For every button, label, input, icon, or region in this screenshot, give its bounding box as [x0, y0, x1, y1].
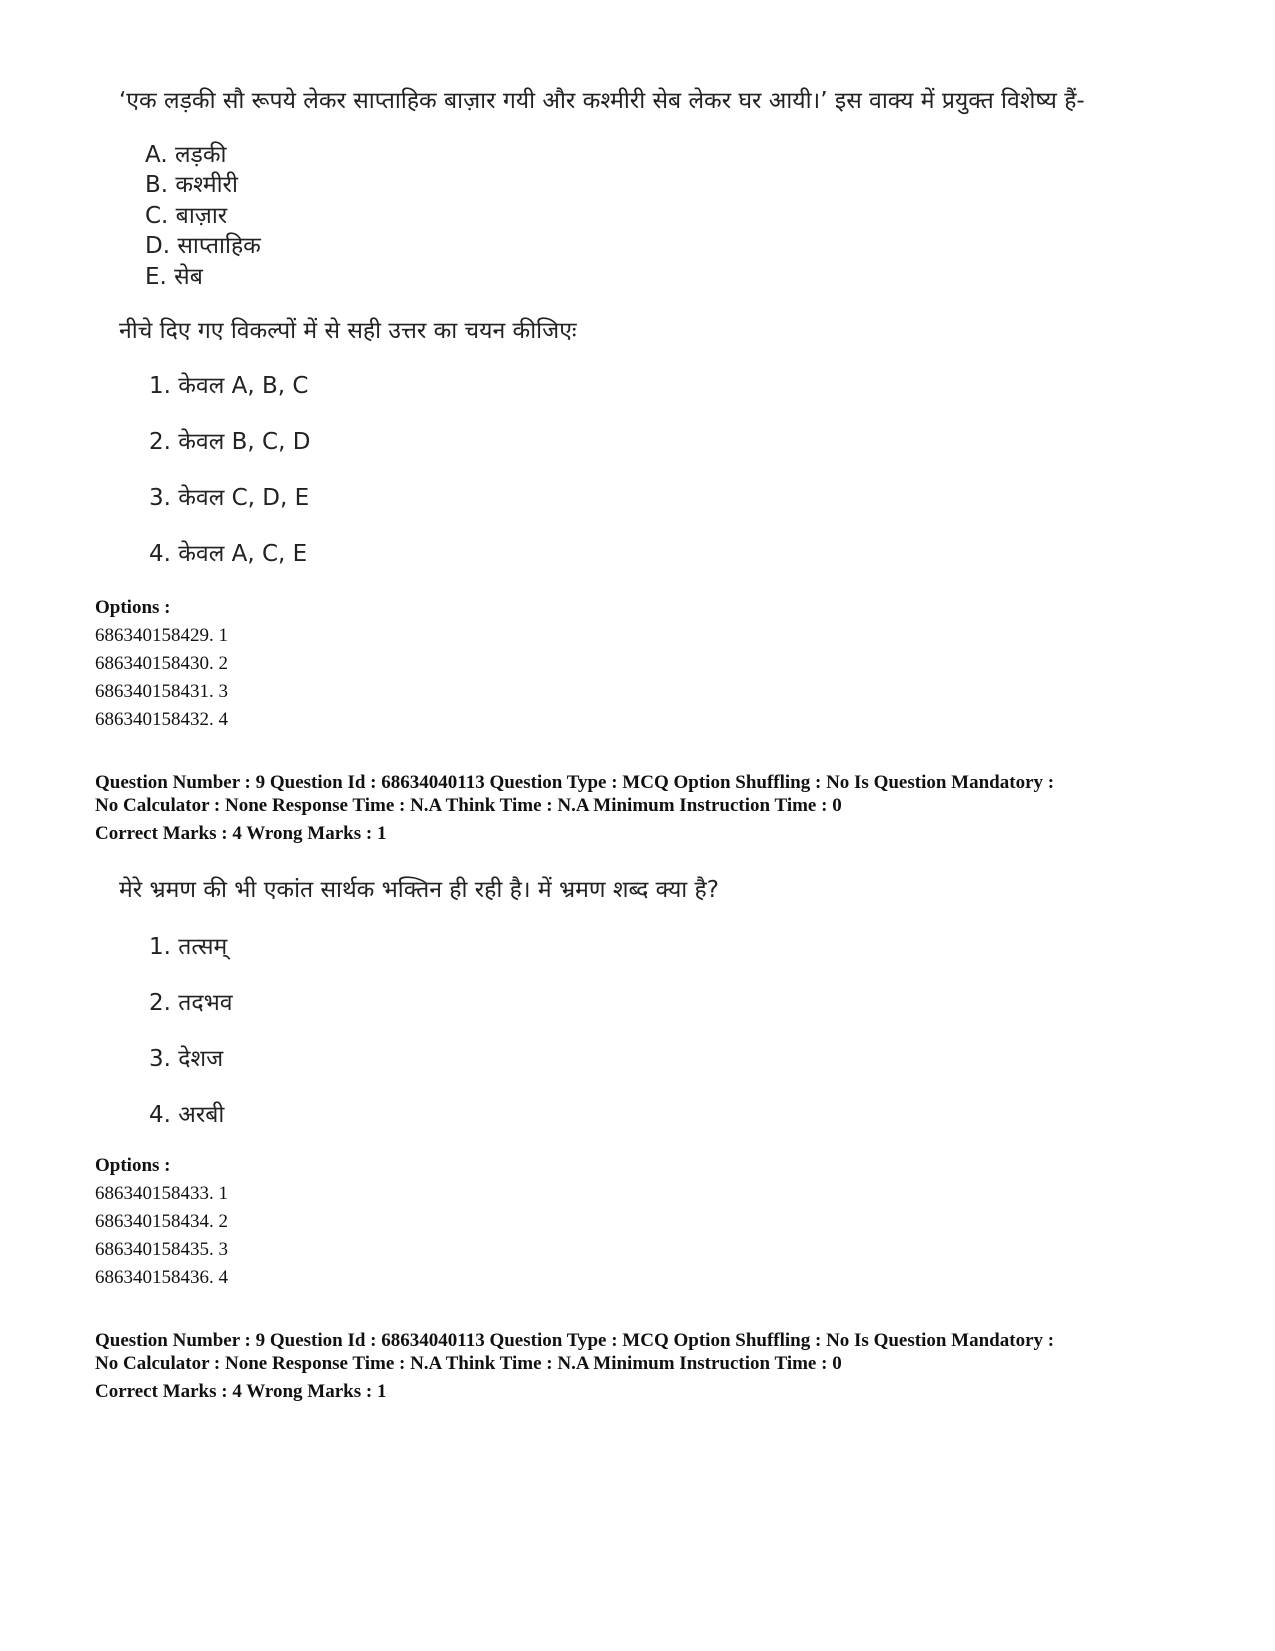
question-2-marks: Correct Marks : 4 Wrong Marks : 1 — [95, 823, 387, 844]
question-1-item-b: B. कश्मीरी — [145, 172, 238, 198]
question-1-choice-4: 4. केवल A, C, E — [149, 541, 308, 567]
question-1-option-2: 686340158430. 2 — [95, 653, 228, 674]
question-1-choice-2: 2. केवल B, C, D — [149, 429, 311, 455]
question-3-header-line-1: Question Number : 9 Question Id : 68634040113 Question Type : MCQ Option Shuffling : No Is Question Mandatory : — [95, 1330, 1055, 1351]
question-2-choice-2: 2. तदभव — [149, 990, 233, 1016]
question-1-choice-1: 1. केवल A, B, C — [149, 373, 309, 399]
question-2-option-2: 686340158434. 2 — [95, 1211, 228, 1232]
question-1-option-4: 686340158432. 4 — [95, 709, 228, 730]
question-1-options-label: Options : — [95, 597, 171, 618]
question-1-choice-3: 3. केवल C, D, E — [149, 485, 310, 511]
question-1-item-a: A. लड़की — [145, 142, 227, 168]
question-2-option-1: 686340158433. 1 — [95, 1183, 228, 1204]
question-1-option-1: 686340158429. 1 — [95, 625, 228, 646]
question-1-stem: ‘एक लड़की सौ रूपये लेकर साप्ताहिक बाज़ार गयी और कश्मीरी सेब लेकर घर आयी।’ इस वाक्य में प्रयुक्त विशेष्य हैं- — [119, 88, 1085, 114]
question-2-option-4: 686340158436. 4 — [95, 1267, 228, 1288]
question-1-item-c: C. बाज़ार — [145, 203, 228, 229]
question-2-header-line-2: No Calculator : None Response Time : N.A Think Time : N.A Minimum Instruction Time : 0 — [95, 795, 842, 816]
question-3-header-line-2: No Calculator : None Response Time : N.A Think Time : N.A Minimum Instruction Time : 0 — [95, 1353, 842, 1374]
question-2-choice-1: 1. तत्सम् — [149, 934, 228, 960]
question-2-option-3: 686340158435. 3 — [95, 1239, 228, 1260]
question-2-options-label: Options : — [95, 1155, 171, 1176]
question-3-marks: Correct Marks : 4 Wrong Marks : 1 — [95, 1381, 387, 1402]
question-1-instruction: नीचे दिए गए विकल्पों में से सही उत्तर का चयन कीजिएः — [119, 318, 577, 344]
question-1-item-e: E. सेब — [145, 264, 203, 290]
question-1-option-3: 686340158431. 3 — [95, 681, 228, 702]
question-2-choice-3: 3. देशज — [149, 1046, 224, 1072]
question-2-header-line-1: Question Number : 9 Question Id : 68634040113 Question Type : MCQ Option Shuffling : No Is Question Mandatory : — [95, 772, 1055, 793]
question-2-choice-4: 4. अरबी — [149, 1102, 225, 1128]
question-1-item-d: D. साप्ताहिक — [145, 233, 261, 259]
question-2-stem: मेरे भ्रमण की भी एकांत सार्थक भक्तिन ही रही है। में भ्रमण शब्द क्या है? — [119, 877, 719, 903]
